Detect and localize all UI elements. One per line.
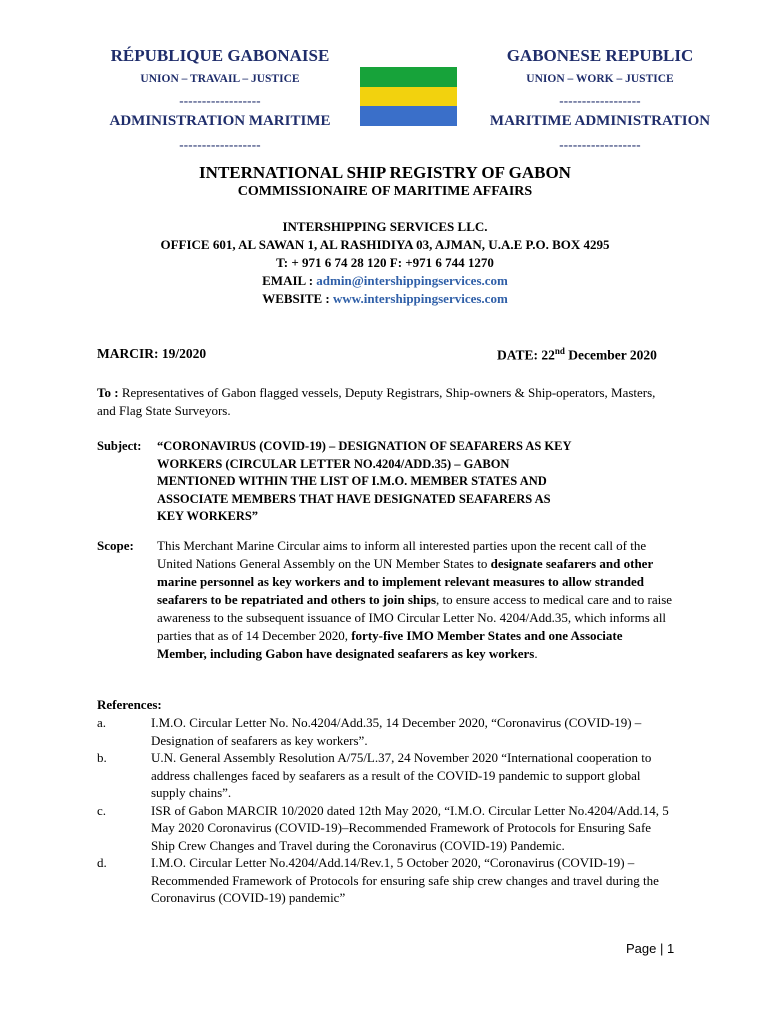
references-section — [97, 696, 675, 907]
date-prefix: DATE: 22 — [497, 347, 555, 363]
contact-block — [0, 218, 770, 308]
reference-item — [97, 749, 675, 802]
subject-line: MENTIONED WITHIN THE LIST OF I.M.O. MEMBER STATES AND — [157, 474, 547, 488]
reference-letter: c. — [97, 802, 107, 818]
website-label: WEBSITE : — [262, 291, 334, 306]
flag-stripe-blue — [360, 106, 457, 126]
reference-letter: b. — [97, 750, 107, 765]
registry-heading — [0, 163, 770, 200]
header-right-divider-bottom: ------------------ — [559, 137, 641, 152]
flag-stripe-yellow — [360, 87, 457, 107]
company-address: OFFICE 601, AL SAWAN 1, AL RASHIDIYA 03, AJMAN, U.A.E P.O. BOX 4295 — [160, 237, 610, 252]
header-right-divider-top: ------------------ — [559, 93, 641, 108]
header-left-divider-top: ------------------ — [179, 93, 261, 108]
header-left-divider-bottom: ------------------ — [179, 137, 261, 152]
scope-bold-2: forty-five IMO Member States and one Associate Member, including Gabon have designated seafarers as key workers — [157, 628, 623, 661]
reference-letter: a. — [97, 715, 107, 730]
company-phones: T: + 971 6 74 28 120 F: +971 6 744 1270 — [276, 255, 494, 270]
company-website — [0, 290, 770, 308]
header-right-title: GABONESE REPUBLIC — [506, 46, 694, 65]
reference-text: I.M.O. Circular Letter No. No.4204/Add.35, 14 December 2020, “Coronavirus (COVID-19) – Designation of seafarers as key workers”. — [151, 715, 642, 748]
scope-label: Scope: — [97, 538, 134, 553]
subject-line: “CORONAVIRUS (COVID-19) – DESIGNATION OF SEAFARERS AS KEY — [157, 439, 572, 453]
email-link[interactable]: admin@intershippingservices.com — [316, 273, 508, 288]
header-right-admin: MARITIME ADMINISTRATION — [489, 113, 711, 129]
reference-text: I.M.O. Circular Letter No.4204/Add.14/Rev.1, 5 October 2020, “Coronavirus (COVID-19) – Recommended Framework of Protocols for ensuring safe ship crew changes and travel during the Coronavirus (COVID-19) pandemic” — [151, 855, 659, 905]
to-label: To : — [97, 385, 122, 400]
company-name: INTERSHIPPING SERVICES LLC. — [282, 219, 488, 234]
company-email — [0, 272, 770, 290]
header-right-motto: UNION – WORK – JUSTICE — [526, 73, 674, 85]
subject-label: Subject: — [97, 439, 142, 453]
header-left — [90, 45, 350, 153]
header-left-title: RÉPUBLIQUE GABONAISE — [110, 46, 330, 65]
website-link[interactable]: www.intershippingservices.com — [333, 291, 508, 306]
reference-item — [97, 802, 675, 855]
email-label: EMAIL : — [262, 273, 317, 288]
header-left-admin: ADMINISTRATION MARITIME — [109, 113, 331, 129]
scope-text-3: . — [534, 646, 538, 661]
subject-line: WORKERS (CIRCULAR LETTER NO.4204/ADD.35) – GABON — [157, 456, 510, 471]
registry-title: INTERNATIONAL SHIP REGISTRY OF GABON — [199, 163, 571, 182]
gabon-flag — [360, 67, 457, 126]
scope-bold-1: designate seafarers and other marine personnel as key workers and to implement relevant measures to allow stranded seafarers to be repatriated and others to join ships — [157, 556, 653, 607]
subject-text — [157, 438, 677, 526]
registry-subtitle: COMMISSIONAIRE OF MARITIME AFFAIRS — [237, 184, 533, 199]
circular-date — [497, 346, 657, 364]
marcir-number: MARCIR: 19/2020 — [97, 346, 207, 361]
to-paragraph — [97, 384, 657, 420]
reference-text: ISR of Gabon MARCIR 10/2020 dated 12th May 2020, “I.M.O. Circular Letter No.4204/Add.14, 5 May 2020 Coronavirus (COVID-19)–Recommended Framework of Protocols for Ensuring Safe Ship Crew Changes and Travel during the Coronavirus (COVID-19) Pandemic. — [151, 802, 669, 853]
reference-text: U.N. General Assembly Resolution A/75/L.37, 24 November 2020 “International cooperation to address challenges faced by seafarers as a result of the COVID-19 pandemic to support global supply chains”. — [151, 750, 652, 800]
subject-line: KEY WORKERS” — [157, 509, 259, 523]
reference-item — [97, 714, 675, 749]
header-left-motto: UNION – TRAVAIL – JUSTICE — [140, 73, 300, 85]
subject-line: ASSOCIATE MEMBERS THAT HAVE DESIGNATED SEAFARERS AS — [157, 491, 551, 506]
scope-paragraph — [157, 537, 675, 663]
scope-text-2: , to ensure access to medical care and to raise awareness to the subsequent issuance of IMO Circular Letter No. 4204/Add.35, which informs all parties that as of 14 December 2020, — [157, 592, 673, 643]
date-suffix: December 2020 — [564, 347, 657, 363]
references-heading: References: — [97, 697, 162, 712]
reference-letter: d. — [97, 855, 107, 870]
page-number: Page | 1 — [626, 941, 675, 956]
to-text: Representatives of Gabon flagged vessels, Deputy Registrars, Ship-owners & Ship-operators, Masters, and Flag State Surveyors. — [97, 385, 656, 418]
date-ordinal: nd — [554, 346, 565, 356]
reference-item — [97, 854, 675, 907]
flag-stripe-green — [360, 67, 457, 87]
header-right — [470, 45, 730, 153]
scope-text-1: This Merchant Marine Circular aims to inform all interested parties upon the recent call of the United Nations General Assembly on the UN Member States to — [157, 538, 647, 571]
